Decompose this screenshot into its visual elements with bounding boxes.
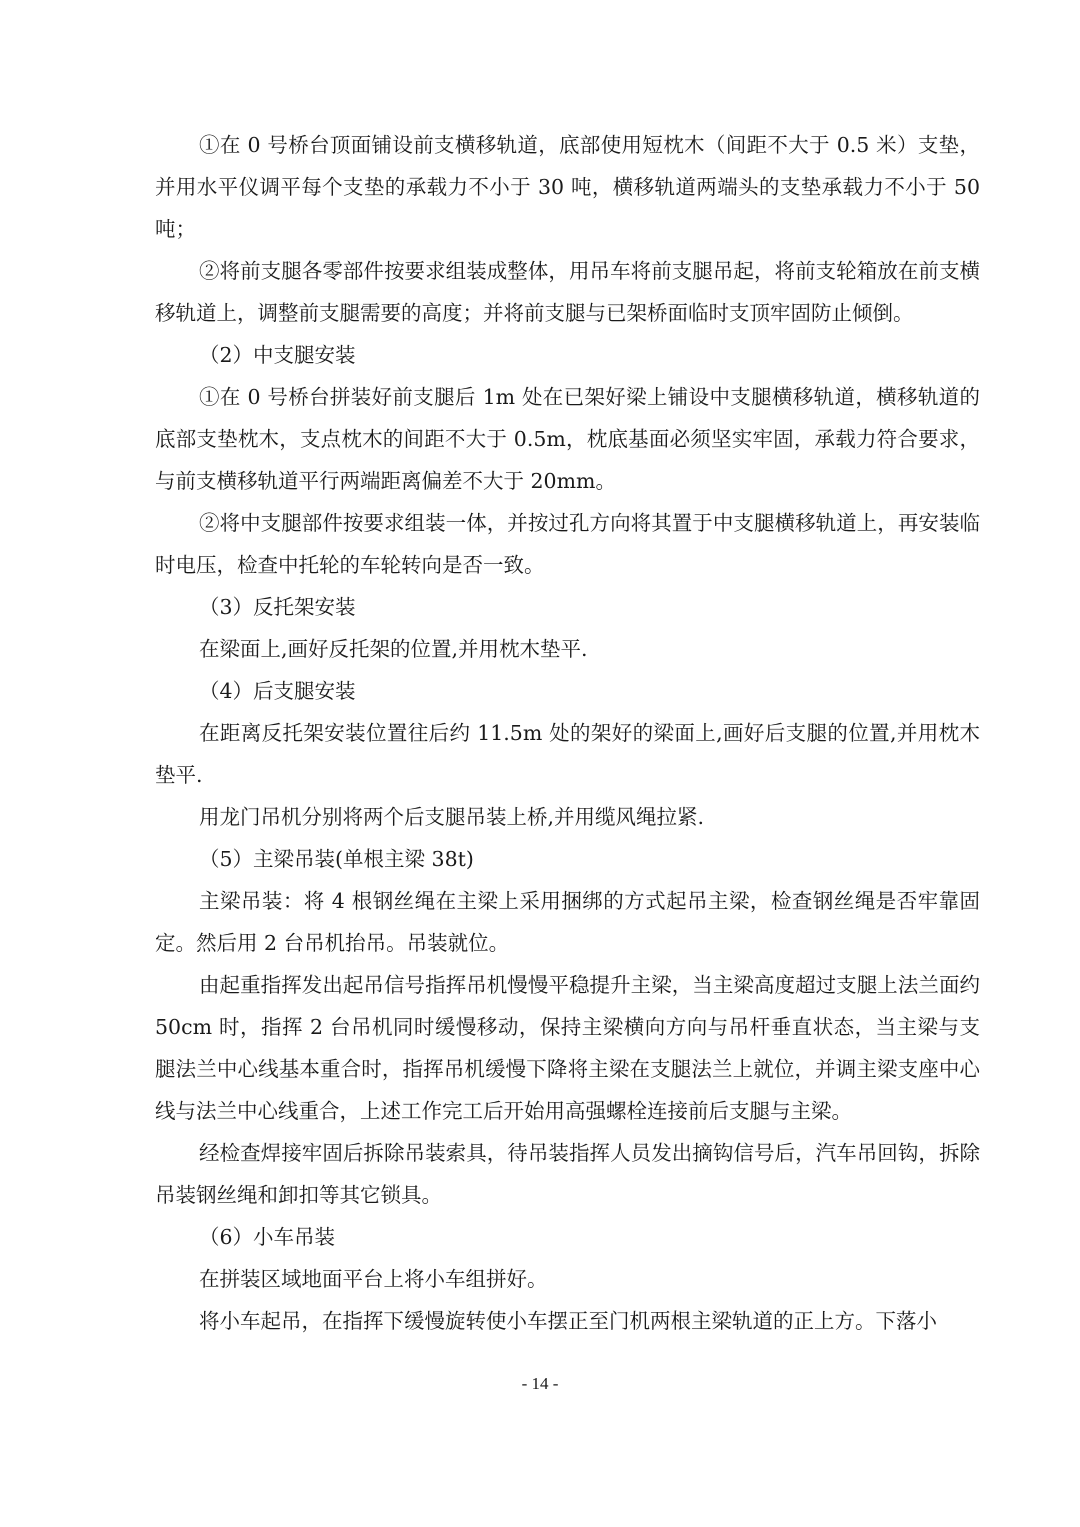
document-body	[155, 124, 980, 1342]
paragraph-middle-leg-assembly: ②将中支腿部件按要求组装一体，并按过孔方向将其置于中支腿横移轨道上，再安装临时电压，检查中托轮的车轮转向是否一致。	[155, 511, 980, 577]
heading-middle-leg: （2）中支腿安装	[199, 343, 356, 367]
paragraph-trolley-assembly: 在拼装区域地面平台上将小车组拼好。	[199, 1267, 548, 1291]
page-number: - 14 -	[521, 1374, 559, 1393]
paragraph-reverse-bracket: 在梁面上,画好反托架的位置,并用枕木垫平.	[199, 637, 588, 661]
paragraph-main-beam-rigging: 主梁吊装：将 4 根钢丝绳在主梁上采用捆绑的方式起吊主梁，检查钢丝绳是否牢靠固定。然后用 2 台吊机抬吊。吊装就位。	[155, 889, 980, 955]
heading-rear-leg: （4）后支腿安装	[199, 679, 356, 703]
heading-reverse-bracket: （3）反托架安装	[199, 595, 356, 619]
paragraph-rear-leg-hoist: 用龙门吊机分别将两个后支腿吊装上桥,并用缆风绳拉紧.	[199, 805, 705, 829]
heading-main-beam: （5）主梁吊装(单根主梁 38t)	[199, 847, 474, 871]
paragraph-front-leg-assembly: ②将前支腿各零部件按要求组装成整体，用吊车将前支腿吊起，将前支轮箱放在前支横移轨道上，调整前支腿需要的高度；并将前支腿与已架桥面临时支顶牢固防止倾倒。	[155, 259, 980, 325]
paragraph-main-beam-lifting: 由起重指挥发出起吊信号指挥吊机慢慢平稳提升主梁，当主梁高度超过支腿上法兰面约 50cm 时，指挥 2 台吊机同时缓慢移动，保持主梁横向方向与吊杆垂直状态，当主梁与支腿法兰中心线基本重合时，指挥吊机缓慢下降将主梁在支腿法兰上就位，并调主梁支座中心线与法兰中心线重合，上述工作完工后开始用高强螺栓连接前后支腿与主梁。	[155, 973, 980, 1123]
paragraph-rigging-removal: 经检查焊接牢固后拆除吊装索具，待吊装指挥人员发出摘钩信号后，汽车吊回钩，拆除吊装钢丝绳和卸扣等其它锁具。	[155, 1141, 980, 1207]
paragraph-trolley-lifting: 将小车起吊，在指挥下缓慢旋转使小车摆正至门机两根主梁轨道的正上方。下落小	[199, 1309, 937, 1333]
paragraph-middle-track: ①在 0 号桥台拼装好前支腿后 1m 处在已架好梁上铺设中支腿横移轨道，横移轨道的底部支垫枕木，支点枕木的间距不大于 0.5m，枕底基面必须坚实牢固，承载力符合要求，与前支横移轨道平行两端距离偏差不大于 20mm。	[155, 385, 980, 493]
paragraph-front-track: ①在 0 号桥台顶面铺设前支横移轨道，底部使用短枕木（间距不大于 0.5 米）支垫，并用水平仪调平每个支垫的承载力不小于 30 吨，横移轨道两端头的支垫承载力不小于 50 吨；	[155, 133, 980, 241]
paragraph-rear-leg-position: 在距离反托架安装位置往后约 11.5m 处的架好的梁面上,画好后支腿的位置,并用枕木垫平.	[155, 721, 980, 787]
heading-trolley: （6）小车吊装	[199, 1225, 336, 1249]
